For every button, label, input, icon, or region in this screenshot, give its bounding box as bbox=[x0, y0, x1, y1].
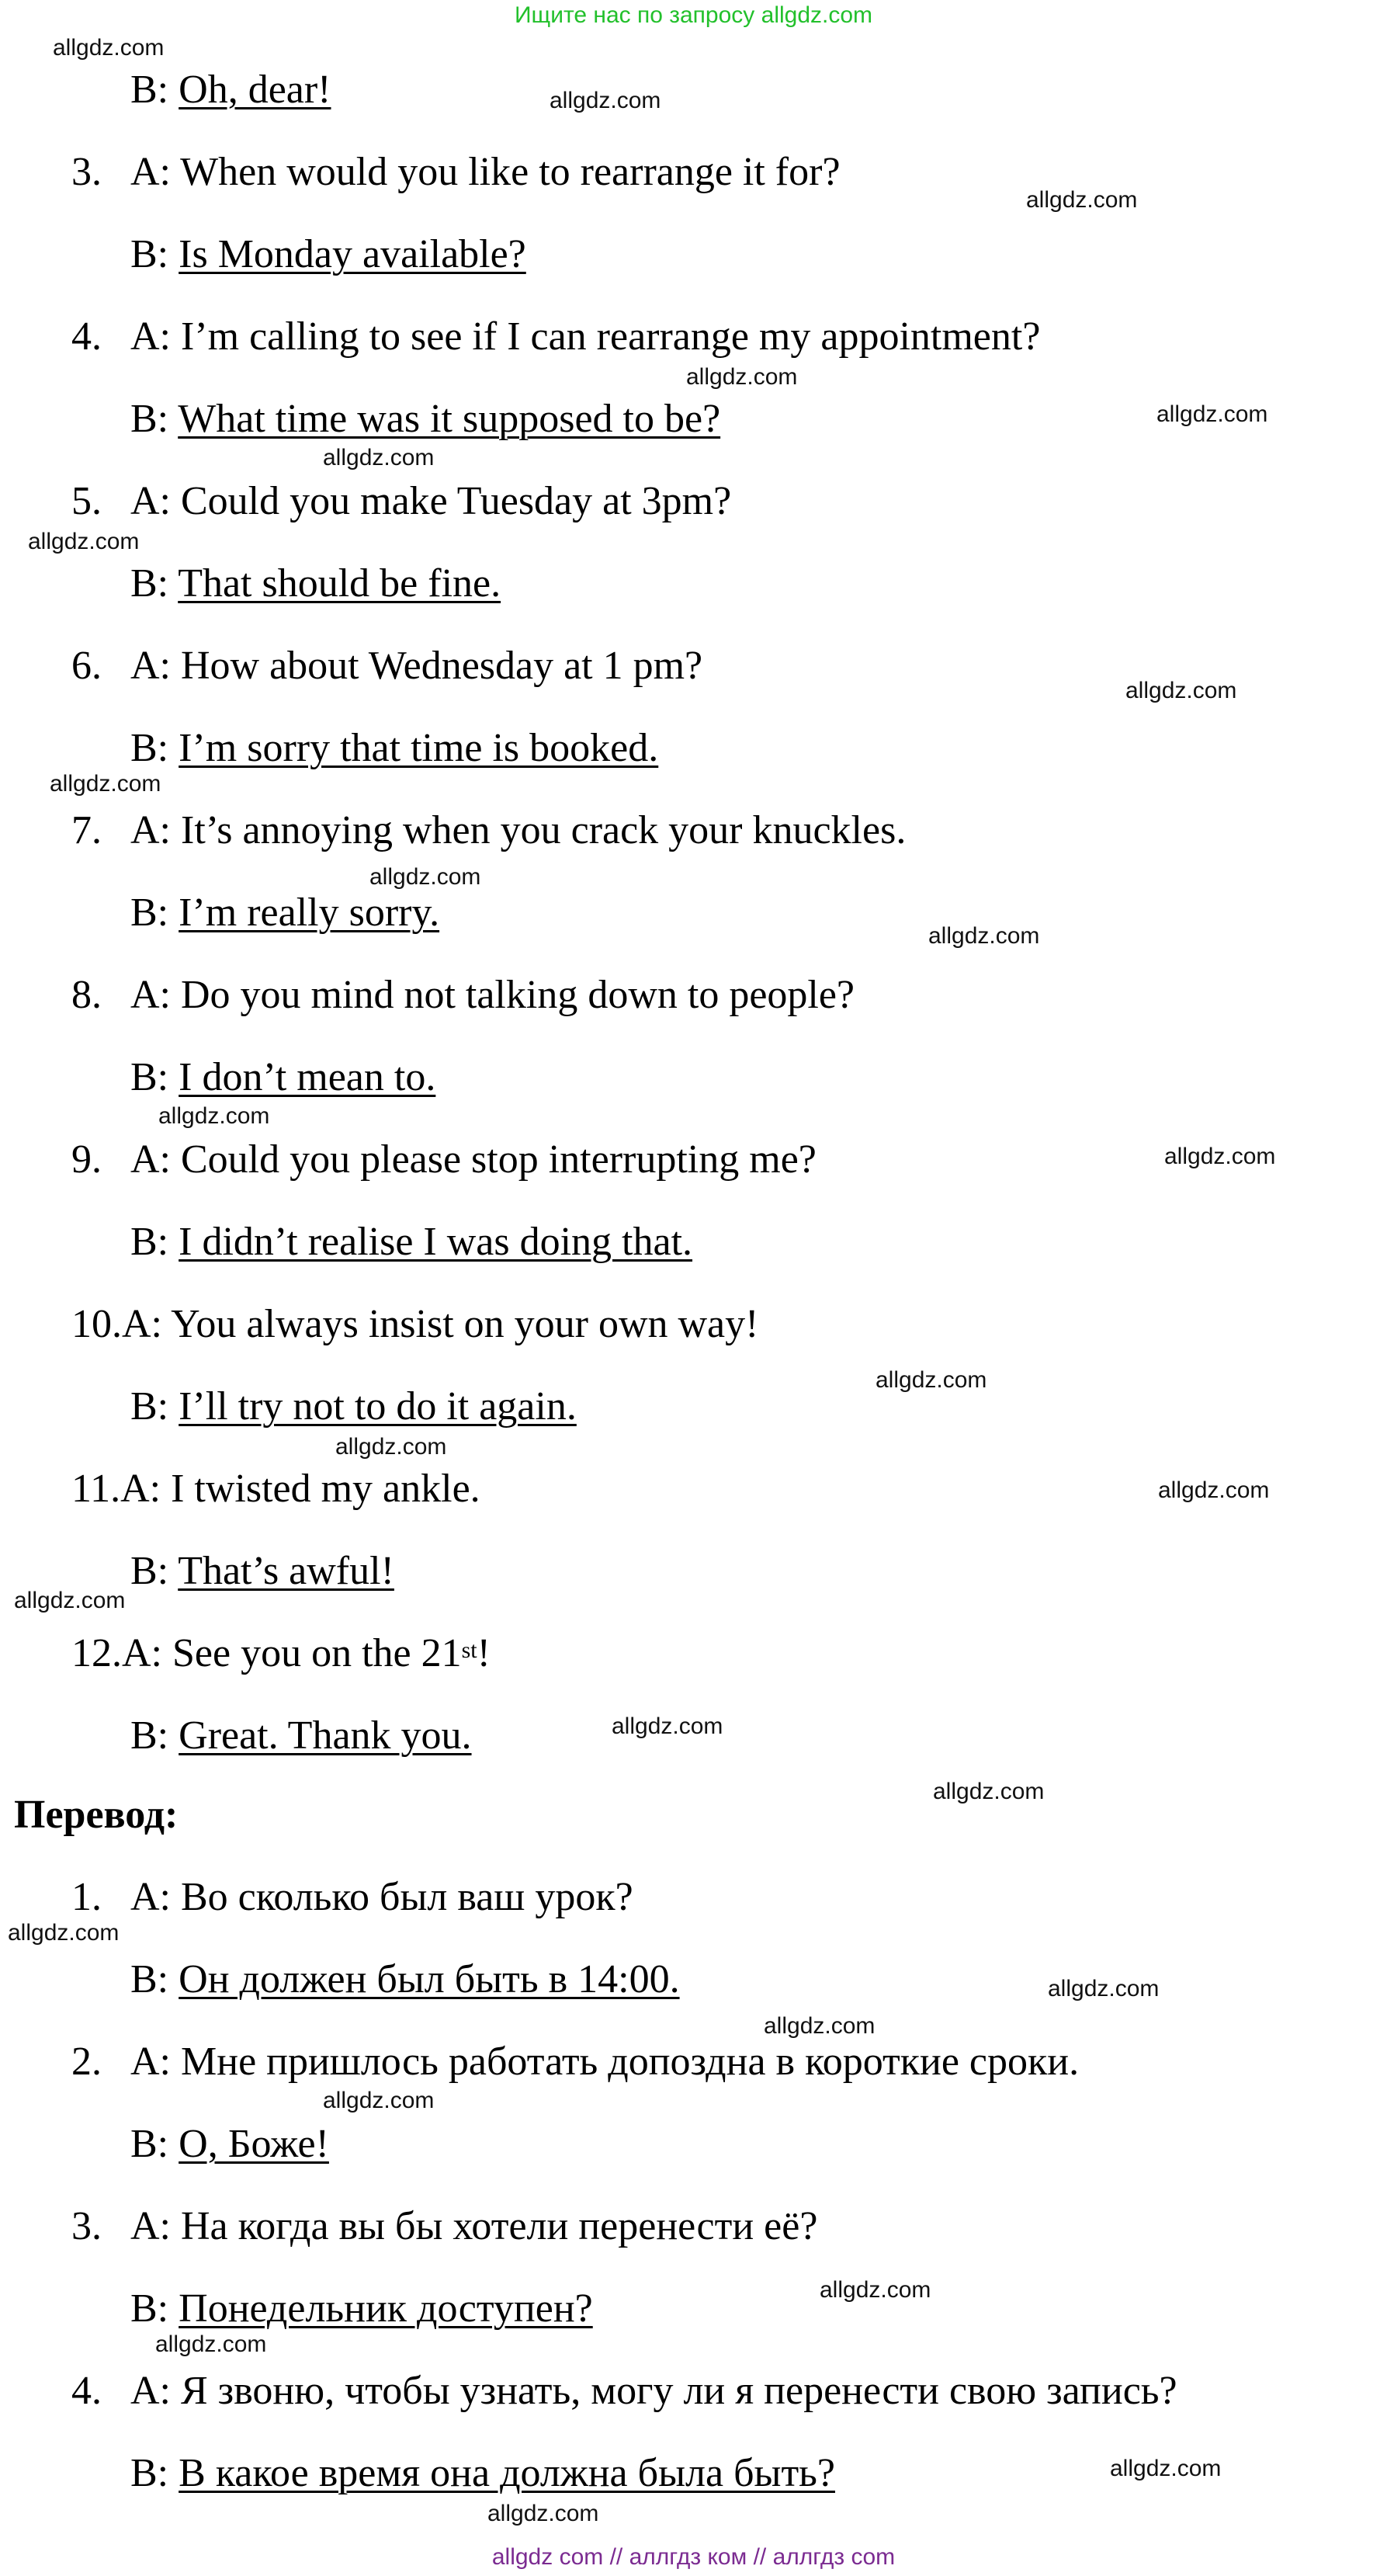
section-title: Перевод: bbox=[14, 1793, 179, 1837]
item-number: 4. bbox=[71, 314, 102, 359]
watermark: allgdz.com bbox=[335, 1434, 447, 1460]
dialog-b-line: B: I don’t mean to. bbox=[130, 1055, 436, 1099]
answer-text: Понедельник доступен? bbox=[179, 2286, 593, 2331]
dialog-a-line: 1. A: Во сколько был ваш урок? bbox=[71, 1873, 633, 1922]
dialog-b-line: B: В какое время она должна была быть? bbox=[130, 2451, 835, 2495]
watermark: allgdz.com bbox=[1156, 401, 1268, 427]
answer-text: I’ll try not to do it again. bbox=[179, 1384, 577, 1429]
dialog-b-line: B: I’ll try not to do it again. bbox=[130, 1384, 577, 1429]
item-number: 10. bbox=[71, 1302, 122, 1346]
dialog-a-line: 3. A: На когда вы бы хотели перенести её? bbox=[71, 2202, 817, 2251]
watermark: allgdz.com bbox=[1158, 1477, 1270, 1503]
dialog-b-line: B: О, Боже! bbox=[130, 2122, 329, 2166]
question-text: Мне пришлось работать допоздна в короткие сроки. bbox=[181, 2040, 1080, 2084]
question-text: Could you please stop interrupting me? bbox=[181, 1137, 817, 1182]
dialog-b-line: B: What time was it supposed to be? bbox=[130, 397, 721, 441]
watermark: allgdz.com bbox=[764, 2013, 876, 2039]
dialog-b-line: B: Oh, dear! bbox=[130, 68, 331, 112]
dialog-a-line: 4. A: I’m calling to see if I can rearrange my appointment? bbox=[71, 312, 1040, 362]
top-banner[interactable]: Ищите нас по запросу allgdz.com bbox=[514, 2, 873, 28]
dialog-a-line: 8. A: Do you mind not talking down to people? bbox=[71, 970, 855, 1020]
watermark: allgdz.com bbox=[612, 1713, 723, 1739]
dialog-b-line: B: I didn’t realise I was doing that. bbox=[130, 1220, 693, 1264]
item-number: 1. bbox=[71, 1875, 102, 1919]
watermark: allgdz.com bbox=[323, 445, 435, 470]
dialog-b-line: B: Is Monday available? bbox=[130, 232, 526, 276]
answer-text: Он должен был быть в 14:00. bbox=[179, 1957, 680, 2001]
question-text: I twisted my ankle. bbox=[171, 1467, 480, 1511]
watermark: allgdz.com bbox=[50, 771, 161, 797]
dialog-a-line: 5. A: Could you make Tuesday at 3pm? bbox=[71, 477, 731, 526]
dialog-b-line: B: That should be fine. bbox=[130, 561, 501, 606]
watermark: allgdz.com bbox=[487, 2501, 599, 2526]
answer-text: Great. Thank you. bbox=[179, 1713, 472, 1758]
dialog-b-line: B: Понедельник доступен? bbox=[130, 2286, 593, 2331]
watermark: allgdz.com bbox=[686, 364, 798, 390]
answer-text: What time was it supposed to be? bbox=[178, 397, 721, 441]
dialog-b-line: B: Great. Thank you. bbox=[130, 1713, 472, 1758]
answer-text: О, Боже! bbox=[179, 2122, 329, 2166]
superscript: st bbox=[461, 1637, 477, 1663]
item-number: 2. bbox=[71, 2040, 102, 2084]
question-text: You always insist on your own way! bbox=[171, 1302, 759, 1346]
watermark: allgdz.com bbox=[155, 2331, 267, 2357]
watermark: allgdz.com bbox=[1026, 187, 1138, 213]
answer-text: I didn’t realise I was doing that. bbox=[179, 1220, 693, 1264]
footer-links[interactable]: allgdz com // аллгдз ком // аллгдз com bbox=[491, 2544, 896, 2570]
question-text: На когда вы бы хотели перенести её? bbox=[181, 2204, 818, 2248]
dialog-b-line: B: Он должен был быть в 14:00. bbox=[130, 1957, 680, 2001]
watermark: allgdz.com bbox=[820, 2277, 931, 2303]
item-number: 4. bbox=[71, 2369, 102, 2413]
item-number: 3. bbox=[71, 2204, 102, 2248]
watermark: allgdz.com bbox=[928, 923, 1040, 949]
question-text: I’m calling to see if I can rearrange my appointment? bbox=[181, 314, 1041, 359]
question-text: Во сколько был ваш урок? bbox=[181, 1875, 633, 1919]
answer-text: I’m sorry that time is booked. bbox=[179, 726, 659, 770]
watermark: allgdz.com bbox=[1125, 678, 1237, 703]
question-text: See you on the 21 bbox=[172, 1631, 462, 1675]
question-text: Do you mind not talking down to people? bbox=[181, 973, 855, 1017]
watermark: allgdz.com bbox=[1110, 2456, 1222, 2481]
dialog-a-line: 3. A: When would you like to rearrange it for? bbox=[71, 148, 841, 197]
item-number: 3. bbox=[71, 150, 102, 194]
answer-text: I don’t mean to. bbox=[179, 1055, 436, 1099]
item-number: 11. bbox=[71, 1467, 121, 1511]
answer-text: Is Monday available? bbox=[179, 232, 526, 276]
watermark: allgdz.com bbox=[14, 1588, 126, 1613]
item-number: 8. bbox=[71, 973, 102, 1017]
watermark: allgdz.com bbox=[1164, 1144, 1276, 1169]
answer-text: Oh, dear! bbox=[179, 68, 331, 112]
dialog-a-line: 12.A: See you on the 21st! bbox=[71, 1631, 491, 1675]
dialog-b-line: B: That’s awful! bbox=[130, 1549, 394, 1593]
dialog-b-line: B: I’m sorry that time is booked. bbox=[130, 726, 659, 770]
item-number: 7. bbox=[71, 808, 102, 852]
question-text: It’s annoying when you crack your knuckles. bbox=[181, 808, 907, 852]
question-text: When would you like to rearrange it for? bbox=[180, 150, 841, 194]
watermark: allgdz.com bbox=[8, 1920, 120, 1946]
watermark: allgdz.com bbox=[550, 88, 661, 113]
item-number: 12. bbox=[71, 1631, 122, 1675]
watermark: allgdz.com bbox=[369, 864, 481, 890]
watermark: allgdz.com bbox=[158, 1103, 270, 1129]
dialog-a-line: 6. A: How about Wednesday at 1 pm? bbox=[71, 641, 702, 691]
dialog-a-line: 11.A: I twisted my ankle. bbox=[71, 1467, 480, 1511]
dialog-a-line: 9. A: Could you please stop interrupting me? bbox=[71, 1135, 817, 1185]
dialog-b-line: B: I’m really sorry. bbox=[130, 890, 440, 935]
watermark: allgdz.com bbox=[53, 35, 165, 61]
dialog-a-line: 10.A: You always insist on your own way! bbox=[71, 1302, 759, 1346]
watermark: allgdz.com bbox=[933, 1779, 1045, 1804]
question-text: Я звоню, чтобы узнать, могу ли я перенести свою запись? bbox=[181, 2369, 1177, 2413]
watermark: allgdz.com bbox=[28, 529, 140, 554]
answer-text: В какое время она должна была быть? bbox=[179, 2451, 835, 2495]
watermark: allgdz.com bbox=[1048, 1976, 1160, 2001]
question-text: Could you make Tuesday at 3pm? bbox=[181, 479, 732, 523]
watermark: allgdz.com bbox=[876, 1367, 987, 1393]
dialog-a-line: 4. A: Я звоню, чтобы узнать, могу ли я перенести свою запись? bbox=[71, 2366, 1177, 2416]
answer-text: That’s awful! bbox=[178, 1549, 394, 1593]
watermark: allgdz.com bbox=[323, 2088, 435, 2113]
answer-text: That should be fine. bbox=[178, 561, 501, 606]
dialog-a-line: 7. A: It’s annoying when you crack your knuckles. bbox=[71, 806, 906, 856]
item-number: 5. bbox=[71, 479, 102, 523]
answer-text: I’m really sorry. bbox=[179, 890, 440, 935]
item-number: 9. bbox=[71, 1137, 102, 1182]
dialog-a-line: 2. A: Мне пришлось работать допоздна в короткие сроки. bbox=[71, 2037, 1079, 2087]
item-number: 6. bbox=[71, 644, 102, 688]
question-text: How about Wednesday at 1 pm? bbox=[181, 644, 703, 688]
